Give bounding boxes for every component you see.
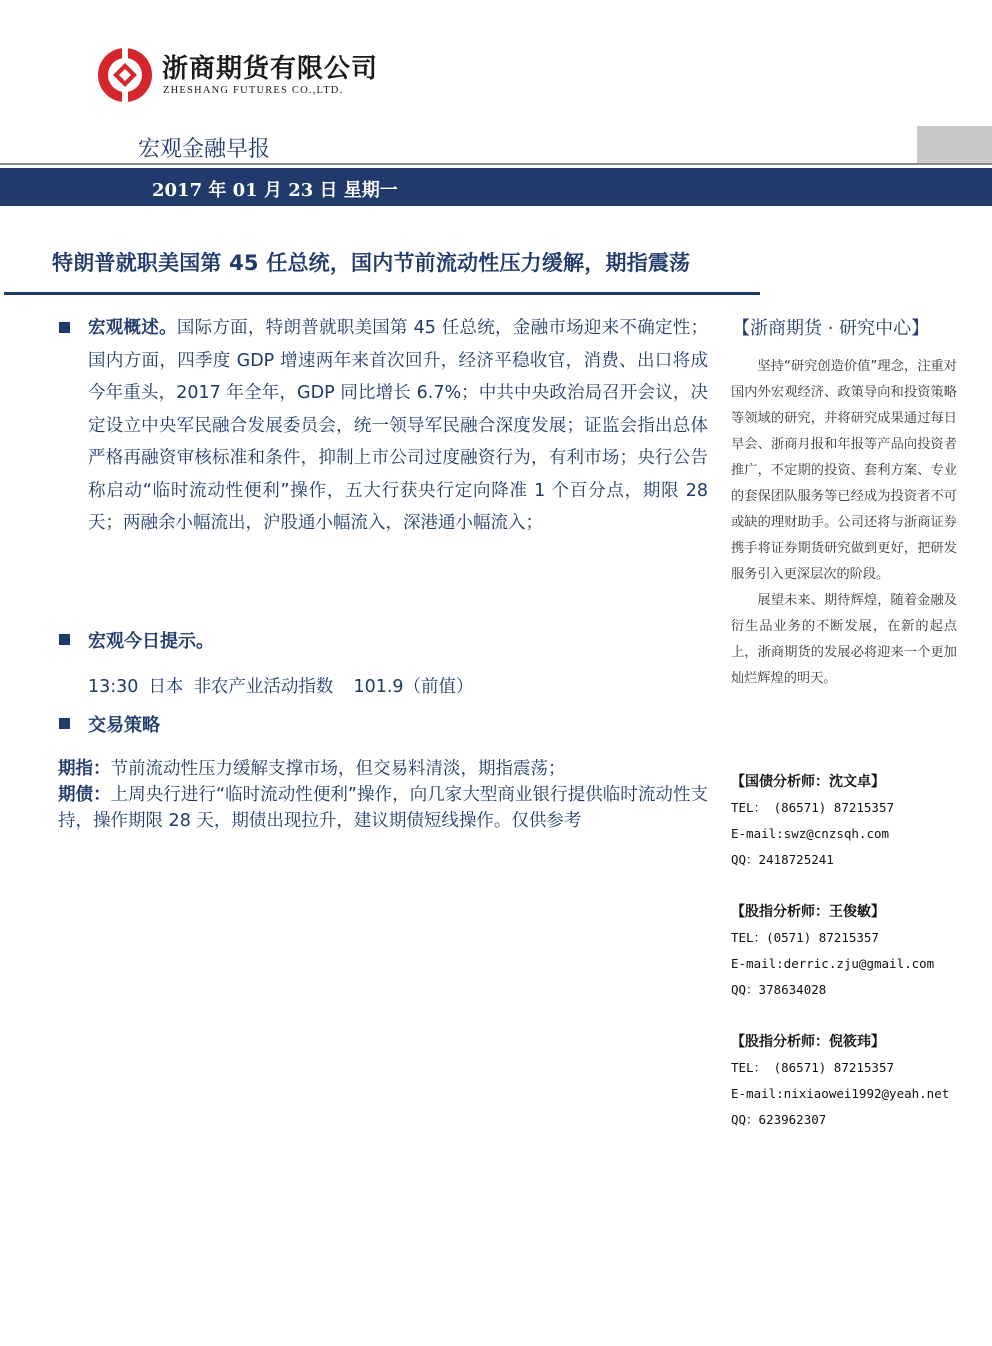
analyst-qq: QQ：623962307 xyxy=(731,1112,827,1127)
tip-country: 日本 xyxy=(148,677,184,697)
analyst-email[interactable]: E-mail:swz@cnzsqh.com xyxy=(731,826,890,841)
strategy-label: 期指： xyxy=(58,759,111,779)
intro-paragraph: 坚持“研究创造价值”理念，注重对国内外宏观经济、政策导向和投资策略等领域的研究，并将研究成果通过每日早会、浙商月报和年报等产品向投资者推广，不定期的投资、套利方案、专业的套保团队服务等已经成为投资者不可或缺的理财助手。公司还将与浙商证券携手将证券期货研究做到更好，把研发服务引入更深层次的阶段。 xyxy=(731,359,957,582)
header-divider xyxy=(0,163,992,165)
macro-overview-paragraph xyxy=(88,312,708,540)
strategy-label: 期债： xyxy=(58,785,111,805)
strategy-heading: 交易策略 xyxy=(88,715,160,736)
report-date: 2017 年 01 月 23 日 星期一 xyxy=(152,180,398,201)
strategy-list xyxy=(58,756,708,834)
analyst-card xyxy=(731,899,971,1003)
research-center-title: 【浙商期货 · 研究中心】 xyxy=(732,318,930,339)
company-name-english: ZHESHANG FUTURES CO.,LTD. xyxy=(163,85,344,96)
tip-time: 13:30 xyxy=(88,677,139,697)
analyst-tel: TEL： (86571) 87215357 xyxy=(731,1060,895,1075)
company-name: 浙商期货有限公司 xyxy=(162,54,379,84)
bullet-square-icon xyxy=(59,322,70,333)
macro-overview-label: 宏观概述。 xyxy=(88,318,177,338)
bullet-square-icon xyxy=(59,718,70,729)
analyst-card xyxy=(731,1029,971,1133)
analyst-name: 【股指分析师：倪筱玮】 xyxy=(731,1034,885,1050)
tip-value: 101.9（前值） xyxy=(353,677,474,697)
analyst-tel: TEL：(0571) 87215357 xyxy=(731,930,879,945)
report-title: 宏观金融早报 xyxy=(138,137,271,162)
header-decoration-block xyxy=(917,126,992,164)
analyst-tel: TEL： (86571) 87215357 xyxy=(731,800,895,815)
analyst-email[interactable]: E-mail:nixiaowei1992@yeah.net xyxy=(731,1086,950,1101)
headline-divider xyxy=(4,292,760,295)
analyst-email[interactable]: E-mail:derric.zju@gmail.com xyxy=(731,956,935,971)
analyst-qq: QQ：378634028 xyxy=(731,982,827,997)
analyst-name: 【国债分析师：沈文卓】 xyxy=(731,774,885,790)
research-center-intro xyxy=(731,354,957,692)
date-banner xyxy=(0,168,992,206)
analyst-qq: QQ：2418725241 xyxy=(731,852,834,867)
company-logo-icon xyxy=(97,47,153,103)
analyst-name: 【股指分析师：王俊敏】 xyxy=(731,904,885,920)
strategy-text: 上周央行进行“临时流动性便利”操作，向几家大型商业银行提供临时流动性支持，操作期限 28 天，期债出现拉升，建议期债短线操作。仅供参考 xyxy=(58,785,708,831)
tip-indicator: 非农产业活动指数 xyxy=(193,677,334,697)
macro-overview-text: 国际方面，特朗普就职美国第 45 任总统，金融市场迎来不确定性；国内方面，四季度 GDP 增速两年来首次回升，经济平稳收官，消费、出口将成今年重头，2017 年全年，GDP 同比增长 6.7%；中共中央政治局召开会议，决定设立中央军民融合发展委员会，统一领导军民融合深度发展；证监会指出总体严格再融资审核标准和条件，抑制上市公司过度融资行为，有利市场；央行公告称启动“临时流动性便利”操作，五大行获央行定向降准 1 个百分点，期限 28 天；两融余小幅流出，沪股通小幅流入，深港通小幅流入； xyxy=(88,318,708,533)
strategy-text: 节前流动性压力缓解支撑市场，但交易料清淡，期指震荡； xyxy=(110,759,566,779)
headline: 特朗普就职美国第 45 任总统，国内节前流动性压力缓解，期指震荡 xyxy=(52,251,691,275)
today-tip-item xyxy=(88,673,484,698)
intro-paragraph: 展望未来、期待辉煌，随着金融及衍生品业务的不断发展，在新的起点上，浙商期货的发展必将迎来一个更加灿烂辉煌的明天。 xyxy=(731,593,957,686)
strategy-item-index-futures xyxy=(58,756,708,782)
today-tips-heading: 宏观今日提示。 xyxy=(88,631,214,652)
bullet-square-icon xyxy=(59,634,70,645)
analyst-card xyxy=(731,769,971,873)
strategy-item-bond-futures xyxy=(58,782,708,834)
